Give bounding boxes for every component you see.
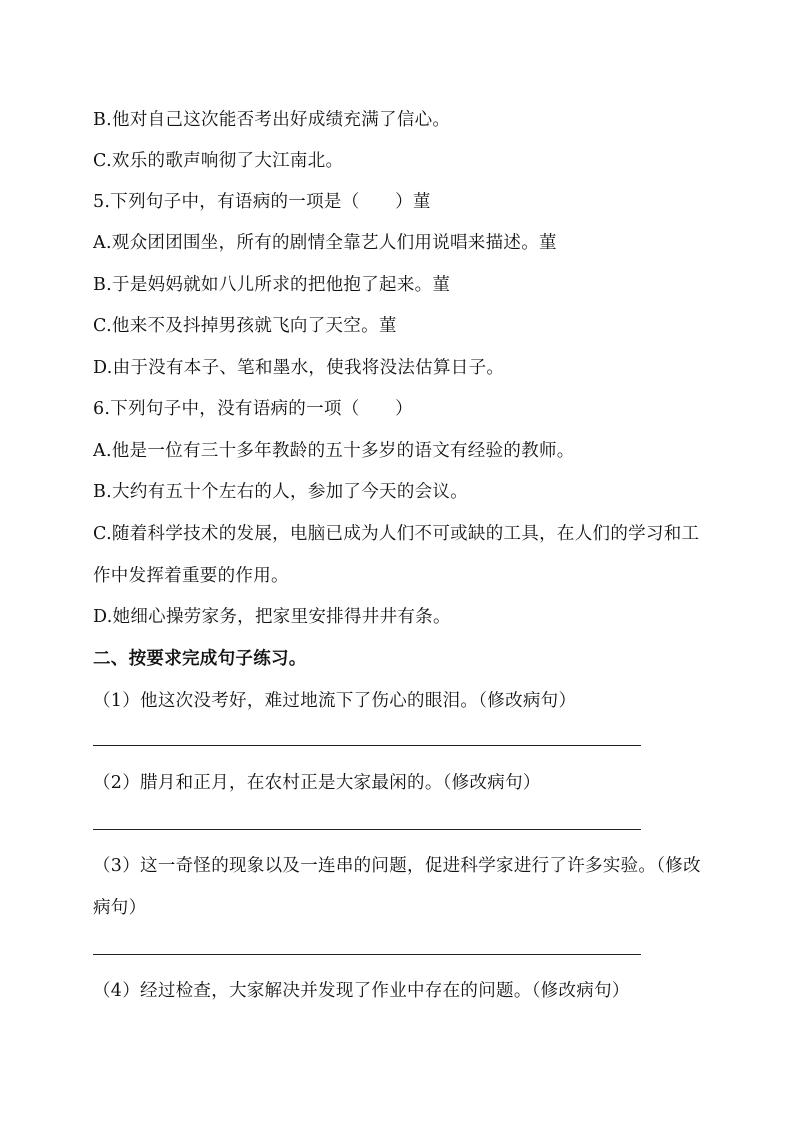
- question-6-stem: 6.下列句子中，没有语病的一项（ ）: [93, 399, 413, 419]
- question-6-option-c: C.随着科学技术的发展，电脑已成为人们不可或缺的工具，在人们的学习和工: [93, 524, 700, 544]
- question-5-option-a: A.观众团团围坐，所有的剧情全靠艺人们用说唱来描述。菫: [93, 233, 557, 253]
- question-6-option-d: D.她细心操劳家务，把家里安排得井井有条。: [93, 607, 451, 627]
- section-two-heading: 二、按要求完成句子练习。: [93, 649, 307, 669]
- exercise-3-prompt: （3）这一奇怪的现象以及一连串的问题，促进科学家进行了许多实验。（修改: [93, 856, 701, 876]
- question-5-option-b: B.于是妈妈就如八儿所求的把他抱了起来。菫: [93, 275, 451, 295]
- question-6-option-b: B.大约有五十个左右的人，参加了今天的会议。: [93, 482, 469, 502]
- question-4-option-c: C.欢乐的歌声响彻了大江南北。: [93, 151, 344, 171]
- exercise-4-prompt: （4）经过检查，大家解决并发现了作业中存在的问题。（修改病句）: [93, 981, 630, 1001]
- question-5-option-c: C.他来不及抖掉男孩就飞向了天空。菫: [93, 316, 397, 336]
- question-5-stem: 5.下列句子中，有语病的一项是（ ）菫: [93, 192, 431, 212]
- exercise-2-prompt: （2）腊月和正月，在农村正是大家最闲的。（修改病句）: [93, 773, 541, 793]
- exercise-3-answer-line: [93, 954, 641, 955]
- question-5-option-d: D.由于没有本子、笔和墨水，使我将没法估算日子。: [93, 358, 505, 378]
- exercise-2-answer-line: [93, 829, 641, 830]
- exercise-3-prompt-continued: 病句）: [93, 898, 147, 918]
- question-6-option-a: A.他是一位有三十多年教龄的五十多岁的语文有经验的教师。: [93, 441, 575, 461]
- question-4-option-b: B.他对自己这次能否考出好成绩充满了信心。: [93, 110, 451, 130]
- question-6-option-c-continued: 作中发挥着重要的作用。: [93, 566, 289, 586]
- exercise-1-answer-line: [93, 745, 641, 746]
- exercise-1-prompt: （1）他这次没考好，难过地流下了伤心的眼泪。（修改病句）: [93, 691, 577, 711]
